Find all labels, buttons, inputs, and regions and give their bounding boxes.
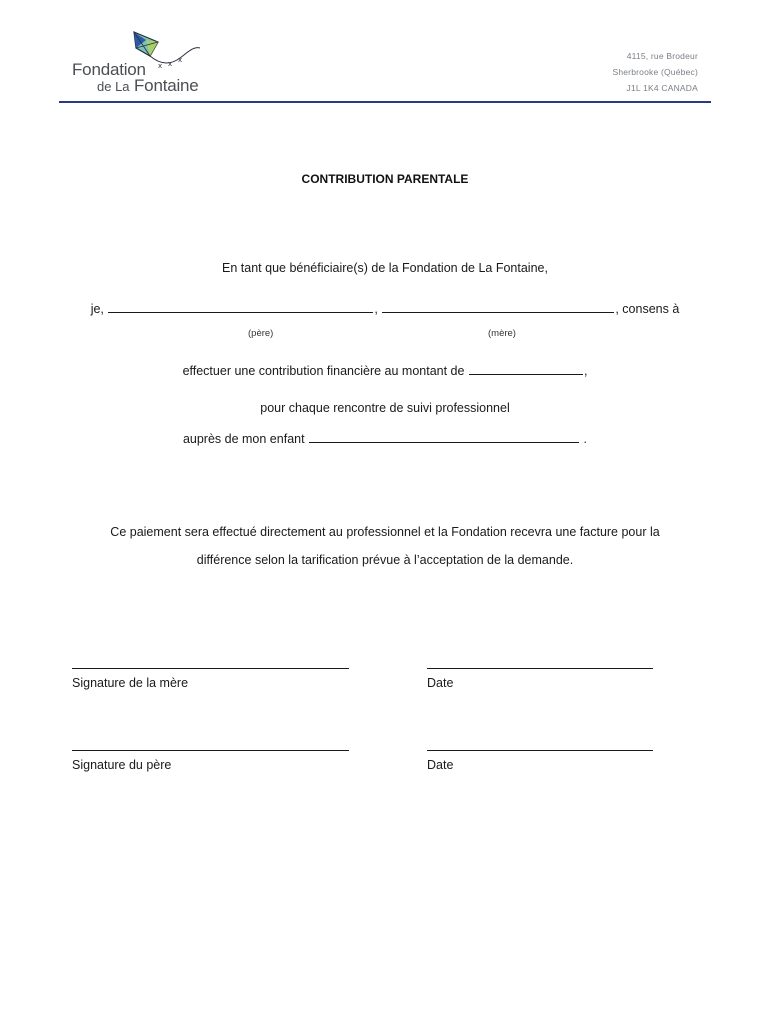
logo-text-de-la-fontaine (97, 76, 199, 96)
contribution-text: effectuer une contribution financière au montant de (182, 364, 465, 378)
logo-text-fondation: Fondation (72, 60, 146, 79)
payment-text-line2: différence selon la tarification prévue à l’acceptation de la demande. (196, 553, 574, 567)
mere-signature-field[interactable] (72, 668, 349, 669)
svg-text:x: x (158, 62, 163, 70)
pere-signature-field[interactable] (72, 750, 349, 751)
child-name-field[interactable] (309, 430, 579, 443)
logo-text-fontaine: Fontaine (134, 76, 199, 95)
consens-text: , consens à (615, 302, 680, 316)
mere-caption: (mère) (488, 328, 516, 339)
enfant-end: . (583, 432, 588, 446)
payment-text-line1: Ce paiement sera effectué directement au professionnel et la Fondation recevra une facture pour la (110, 525, 660, 539)
pere-date-field[interactable] (427, 750, 653, 751)
mere-date-field[interactable] (427, 668, 653, 669)
address-city: Sherbrooke (Québec) (612, 67, 698, 77)
names-comma: , (374, 302, 378, 316)
svg-text:x: x (178, 56, 183, 64)
enfant-line (0, 430, 770, 446)
pere-name-field[interactable] (108, 300, 373, 313)
contribution-line (0, 362, 770, 378)
parents-names-line (0, 300, 770, 316)
pere-signature-label: Signature du père (72, 758, 172, 772)
mere-name-field[interactable] (382, 300, 614, 313)
mere-signature-label: Signature de la mère (72, 676, 189, 690)
enfant-text: auprès de mon enfant (182, 432, 305, 446)
suivi-text: pour chaque rencontre de suivi professionnel (260, 401, 510, 415)
mere-date-label: Date (427, 676, 454, 690)
je-prefix: je, (90, 302, 104, 316)
address-block (612, 48, 698, 96)
pere-caption: (père) (248, 328, 274, 339)
address-street: 4115, rue Brodeur (626, 51, 698, 61)
intro-text: En tant que bénéficiaire(s) de la Fondation de La Fontaine, (222, 261, 548, 275)
amount-field[interactable] (469, 362, 583, 375)
contribution-end: , (583, 364, 588, 378)
svg-text:x: x (168, 60, 173, 68)
address-postal: J1L 1K4 CANADA (626, 83, 698, 93)
pere-date-label: Date (427, 758, 454, 772)
foundation-logo (72, 30, 232, 94)
document-title: CONTRIBUTION PARENTALE (301, 172, 469, 186)
logo-text-de-la: de La (97, 79, 130, 94)
header-divider (59, 101, 711, 103)
